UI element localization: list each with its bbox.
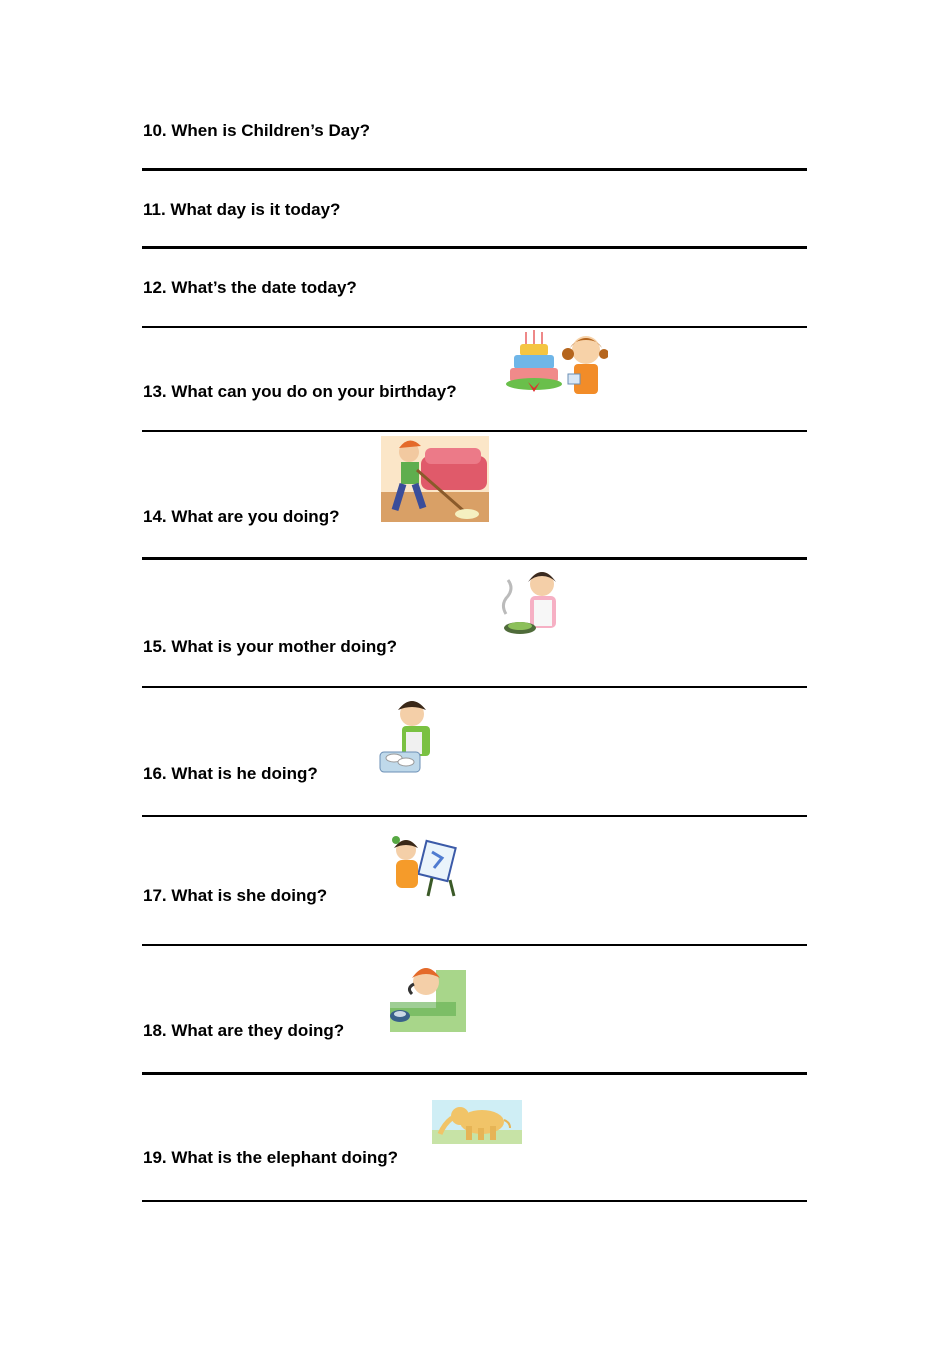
answer-line-13 (142, 430, 807, 432)
answer-line-18 (142, 1072, 807, 1075)
boy-washing-dishes-icon (376, 696, 434, 778)
question-14: 14. What are you doing? (143, 507, 340, 526)
answer-line-12 (142, 326, 807, 328)
answer-line-16 (142, 815, 807, 817)
question-16: 16. What is he doing? (143, 764, 318, 783)
question-10: 10. When is Children’s Day? (143, 121, 371, 140)
question-11: 11. What day is it today? (143, 200, 341, 219)
birthday-cake-girl-icon (506, 330, 608, 400)
boy-on-phone-icon (388, 962, 468, 1034)
boy-mopping-icon (381, 436, 489, 522)
girl-drawing-icon (388, 834, 460, 898)
question-15: 15. What is your mother doing? (143, 637, 398, 656)
answer-line-14 (142, 557, 807, 560)
question-19: 19. What is the elephant doing? (143, 1148, 399, 1167)
answer-line-19 (142, 1200, 807, 1202)
question-17: 17. What is she doing? (143, 886, 328, 905)
answer-line-11 (142, 246, 807, 249)
mother-cooking-icon (496, 570, 570, 642)
question-12: 12. What’s the date today? (143, 278, 357, 297)
question-13: 13. What can you do on your birthday? (143, 382, 457, 401)
question-18: 18. What are they doing? (143, 1021, 345, 1040)
answer-line-15 (142, 686, 807, 688)
elephant-icon (432, 1100, 522, 1144)
answer-line-17 (142, 944, 807, 946)
answer-line-10 (142, 168, 807, 171)
